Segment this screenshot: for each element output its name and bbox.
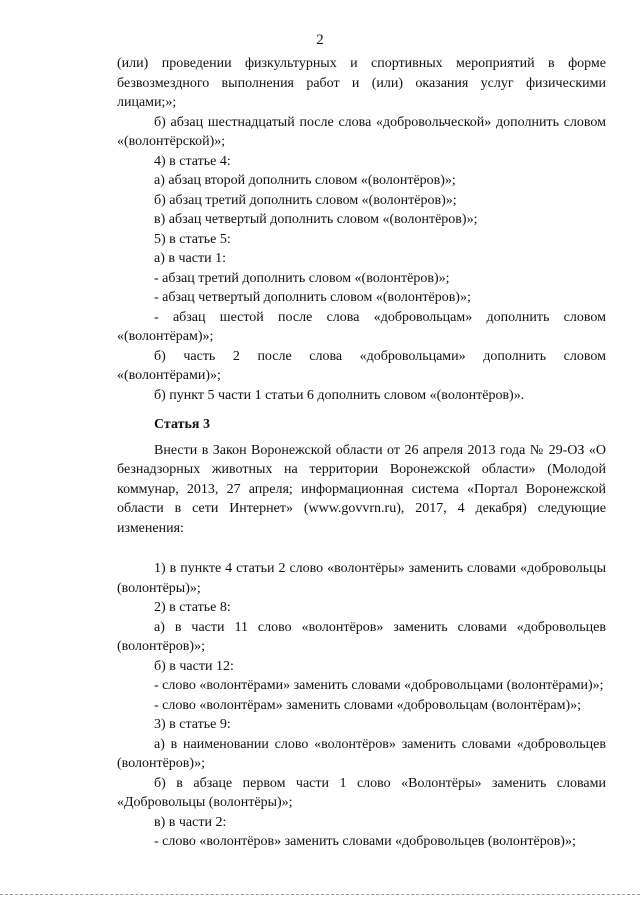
paragraph: б) абзац шестнадцатый после слова «добровольческой» дополнить словом «(волонтёрской)»; <box>117 114 606 149</box>
paragraph: 1) в пункте 4 статьи 2 слово «волонтёры» заменить словами «добровольцы (волонтёры)»; <box>117 561 606 596</box>
paragraph: б) в абзаце первом части 1 слово «Волонтёры» заменить словами «Добровольцы (волонтёры)»; <box>117 775 606 810</box>
paragraph: б) часть 2 после слова «добровольцами» дополнить словом «(волонтёрами)»; <box>117 348 606 383</box>
paragraph: - слово «волонтёрами» заменить словами «добровольцами (волонтёрами)»; <box>154 678 604 693</box>
paragraph: б) пункт 5 части 1 статьи 6 дополнить словом «(волонтёров)». <box>154 387 525 403</box>
page-number: 2 <box>316 32 324 48</box>
paragraph: а) в части 1: <box>154 251 226 266</box>
page-bottom-edge <box>0 894 640 895</box>
paragraph: 4) в статье 4: <box>154 153 231 169</box>
paragraph: - слово «волонтёрам» заменить словами «добровольцам (волонтёрам)»; <box>154 697 582 713</box>
paragraph: в) абзац четвертый дополнить словом «(волонтёров)»; <box>154 212 478 227</box>
article-intro: Внести в Закон Воронежской области от 26 апреля 2013 года № 29-ОЗ «О безнадзорных животных на территории Воронежской области» (Молодой коммунар, 2013, 27 апреля; информационная система «Портал Воронежской области в сети Интернет» (www.govvrn.ru), 2017, 4 декабря) следующие изменения: <box>117 442 606 536</box>
paragraph: 3) в статье 9: <box>154 717 231 732</box>
paragraph: б) абзац третий дополнить словом «(волонтёров)»; <box>154 192 457 208</box>
paragraph: а) в наименовании слово «волонтёров» заменить словами «добровольцев (волонтёров)»; <box>117 736 606 771</box>
paragraph: - абзац четвертый дополнить словом «(волонтёров)»; <box>154 290 471 305</box>
paragraph: а) абзац второй дополнить словом «(волонтёров)»; <box>154 173 456 188</box>
paragraph: 5) в статье 5: <box>154 231 231 247</box>
document-body <box>117 54 606 852</box>
article-heading: Статья 3 <box>154 417 210 432</box>
paragraph: - абзац третий дополнить словом «(волонтёров)»; <box>154 270 450 286</box>
paragraph: 2) в статье 8: <box>154 600 231 615</box>
paragraph: в) в части 2: <box>154 814 227 830</box>
paragraph: - абзац шестой после слова «добровольцам» дополнить словом «(волонтёрам)»; <box>117 309 606 344</box>
paragraph-spacer <box>117 538 606 559</box>
paragraph: б) в части 12: <box>154 658 234 674</box>
paragraph: - слово «волонтёров» заменить словами «добровольцев (волонтёров)»; <box>154 834 576 849</box>
paragraph-continuation: (или) проведении физкультурных и спортивных мероприятий в форме безвозмездного выполнения работ и (или) оказания услуг физическими лицами;»; <box>117 56 606 110</box>
paragraph: а) в части 11 слово «волонтёров» заменить словами «добровольцев (волонтёров)»; <box>117 619 606 654</box>
